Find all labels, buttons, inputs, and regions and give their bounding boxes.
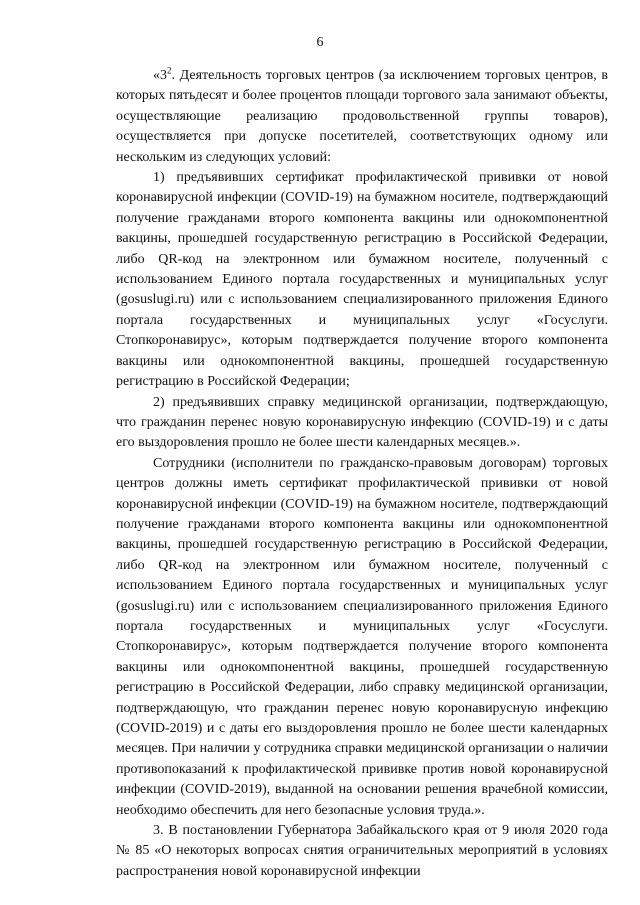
clause-intro-text: . Деятельность торговых центров (за исключением торговых центров, в которых пятьдесят и более процентов площади торгового зала занимают объекты, осуществляющие реализацию продовольственной группы товаров), осуществляется при допуске посетителей, соответствующих одному или нескольким из следующих условий:	[116, 68, 608, 165]
document-body	[116, 66, 608, 882]
employees-paragraph: Сотрудники (исполнители по гражданско-правовым договорам) торговых центров должны иметь сертификат профилактической прививки от новой коронавирусной инфекции (COVID-19) на бумажном носителе, подтверждающий получение гражданами второго компонента вакцины или однокомпонентной вакцины, прошедшей государственную регистрацию в Российской Федерации, либо QR-код на электронном или бумажном носителе, полученный с использованием Единого портала государственных и муниципальных услуг (gosuslugi.ru) или с использованием специализированного приложения Единого портала государственных и муниципальных услуг «Госуслуги. Стопкоронавирус», которым подтверждается получение второго компонента вакцины или однокомпонентной вакцины, прошедшей государственную регистрацию в Российской Федерации, либо справку медицинской организации, подтверждающую, что гражданин перенес новую коронавирусную инфекцию (COVID-2019) и с даты его выздоровления прошло не более шести календарных месяцев. При наличии у сотрудника справки медицинской организации о наличии противопоказаний к профилактической прививке против новой коронавирусной инфекции (COVID-2019), выданной на основании решения врачебной комиссии, необходимо обеспечить для него безопасные условия труда.».	[116, 455, 608, 818]
clause-open-quote: «3	[153, 68, 167, 83]
clause-heading-paragraph	[116, 66, 608, 168]
list-item-1: 1) предъявивших сертификат профилактической прививки от новой коронавирусной инфекции (COVID-19) на бумажном носителе, подтверждающий получение гражданами второго компонента вакцины или однокомпонентной вакцины, прошедшей государственную регистрацию в Российской Федерации, либо QR-код на электронном или бумажном носителе, полученный с использованием Единого портала государственных и муниципальных услуг (gosuslugi.ru) или с использованием специализированного приложения Единого портала государственных и муниципальных услуг «Госуслуги. Стопкоронавирус», которым подтверждается получение второго компонента вакцины или однокомпонентной вакцины, прошедшей государственную регистрацию в Российской Федерации;	[116, 170, 608, 390]
item-3-paragraph: 3. В постановлении Губернатора Забайкальского края от 9 июля 2020 года № 85 «О некоторых вопросах снятия ограничительных мероприятий в условиях распространения новой коронавирусной инфекции	[116, 823, 608, 879]
clause-superscript: 2	[167, 65, 172, 76]
page-number: 6	[316, 35, 324, 50]
list-item-2: 2) предъявивших справку медицинской организации, подтверждающую, что гражданин перенес новую коронавирусную инфекцию (COVID-19) и с даты его выздоровления прошло не более шести календарных месяцев.».	[116, 394, 608, 451]
